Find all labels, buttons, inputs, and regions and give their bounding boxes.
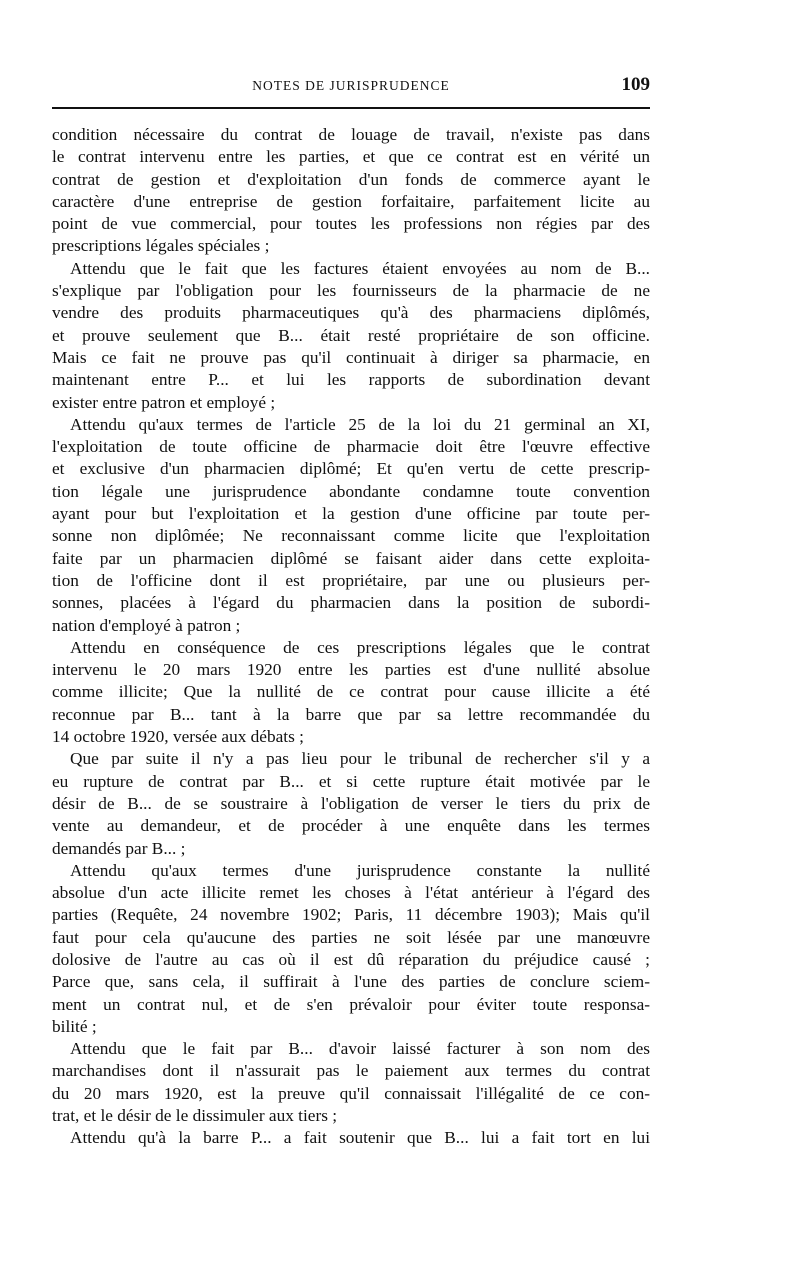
text-line: comme illicite; Que la nullité de ce contrat pour cause illicite a été bbox=[52, 682, 650, 702]
text-line: Mais ce fait ne prouve pas qu'il continuait à diriger sa pharmacie, en bbox=[52, 347, 650, 367]
text-line: Attendu qu'à la barre P... a fait soutenir que B... lui a fait tort en lui bbox=[70, 1128, 650, 1148]
text-line: tion de l'officine dont il est propriétaire, par une ou plusieurs per- bbox=[52, 570, 650, 590]
text-line: Attendu que le fait par B... d'avoir laissé facturer à son nom des bbox=[70, 1039, 650, 1059]
running-header bbox=[52, 74, 650, 100]
text-line: demandés par B... ; bbox=[52, 838, 186, 858]
page-number: 109 bbox=[621, 74, 650, 95]
text-line: 14 octobre 1920, versée aux débats ; bbox=[52, 727, 304, 747]
text-line: du 20 mars 1920, est la preuve qu'il connaissait l'illégalité de ce con- bbox=[52, 1083, 650, 1103]
text-line: point de vue commercial, pour toutes les professions non régies par des bbox=[52, 214, 650, 234]
text-line: l'exploitation de toute officine de pharmacie doit être l'œuvre effective bbox=[52, 437, 650, 457]
header-rule bbox=[52, 107, 650, 109]
text-line: parties (Requête, 24 novembre 1902; Paris, 11 décembre 1903); Mais qu'il bbox=[52, 905, 650, 925]
text-line: sonne non diplômée; Ne reconnaissant comme licite que l'exploitation bbox=[52, 526, 650, 546]
text-line: Attendu qu'aux termes de l'article 25 de la loi du 21 germinal an XI, bbox=[70, 414, 650, 434]
text-line: vendre des produits pharmaceutiques qu'à des pharmaciens diplômés, bbox=[52, 303, 650, 323]
text-line: Attendu qu'aux termes d'une jurisprudence constante la nullité bbox=[70, 860, 650, 880]
text-line: contrat de gestion et d'exploitation d'un fonds de commerce ayant le bbox=[52, 169, 650, 189]
text-line: désir de B... de se soustraire à l'obligation de verser le tiers du prix de bbox=[52, 793, 650, 813]
text-line: Attendu en conséquence de ces prescriptions légales que le contrat bbox=[70, 637, 650, 657]
text-line: prescriptions légales spéciales ; bbox=[52, 236, 270, 256]
text-line: bilité ; bbox=[52, 1016, 97, 1036]
text-line: ayant pour but l'exploitation et la gestion d'une officine par toute per- bbox=[52, 504, 650, 524]
text-line: marchandises dont il n'assurait pas le paiement aux termes du contrat bbox=[52, 1061, 650, 1081]
text-line: absolue d'un acte illicite remet les choses à l'état antérieur à l'égard des bbox=[52, 883, 650, 903]
body-text bbox=[52, 124, 650, 1150]
text-line: trat, et le désir de le dissimuler aux tiers ; bbox=[52, 1106, 338, 1126]
text-line: faut pour cela qu'aucune des parties ne soit lésée par une manœuvre bbox=[52, 927, 650, 947]
text-line: dolosive de l'autre au cas où il est dû réparation du préjudice causé ; bbox=[52, 949, 650, 969]
text-line: reconnue par B... tant à la barre que par sa lettre recommandée du bbox=[52, 704, 650, 724]
text-line: condition nécessaire du contrat de louage de travail, n'existe pas dans bbox=[52, 125, 650, 144]
text-line: exister entre patron et employé ; bbox=[52, 392, 276, 412]
text-line: le contrat intervenu entre les parties, et que ce contrat est en vérité un bbox=[52, 147, 650, 167]
text-line: et prouve seulement que B... était resté propriétaire de son officine. bbox=[52, 325, 650, 345]
document-page bbox=[52, 0, 650, 1265]
text-line: vente au demandeur, et de procéder à une enquête dans les termes bbox=[52, 816, 650, 836]
text-line: nation d'employé à patron ; bbox=[52, 615, 241, 635]
text-line: caractère d'une entreprise de gestion forfaitaire, parfaitement licite au bbox=[52, 191, 650, 211]
text-line: Que par suite il n'y a pas lieu pour le tribunal de rechercher s'il y a bbox=[70, 749, 650, 769]
text-line: Parce que, sans cela, il suffirait à l'une des parties de conclure sciem- bbox=[52, 972, 650, 992]
text-line: et exclusive d'un pharmacien diplômé; Et qu'en vertu de cette prescrip- bbox=[52, 459, 650, 479]
running-title: NOTES DE JURISPRUDENCE bbox=[252, 78, 450, 93]
text-line: intervenu le 20 mars 1920 entre les parties est d'une nullité absolue bbox=[52, 660, 650, 680]
text-line: Attendu que le fait que les factures étaient envoyées au nom de B... bbox=[70, 258, 650, 278]
text-line: s'explique par l'obligation pour les fournisseurs de la pharmacie de ne bbox=[52, 281, 650, 301]
text-line: faite par un pharmacien diplômé se faisant aider dans cette exploita- bbox=[52, 548, 650, 568]
text-line: ment un contrat nul, et de s'en prévaloir pour éviter toute responsa- bbox=[52, 994, 650, 1014]
text-line: maintenant entre P... et lui les rapports de subordination devant bbox=[52, 370, 650, 390]
text-line: tion légale une jurisprudence abondante condamne toute convention bbox=[52, 481, 650, 501]
text-line: sonnes, placées à l'égard du pharmacien dans la position de subordi- bbox=[52, 593, 650, 613]
text-line: eu rupture de contrat par B... et si cette rupture était motivée par le bbox=[52, 771, 650, 791]
